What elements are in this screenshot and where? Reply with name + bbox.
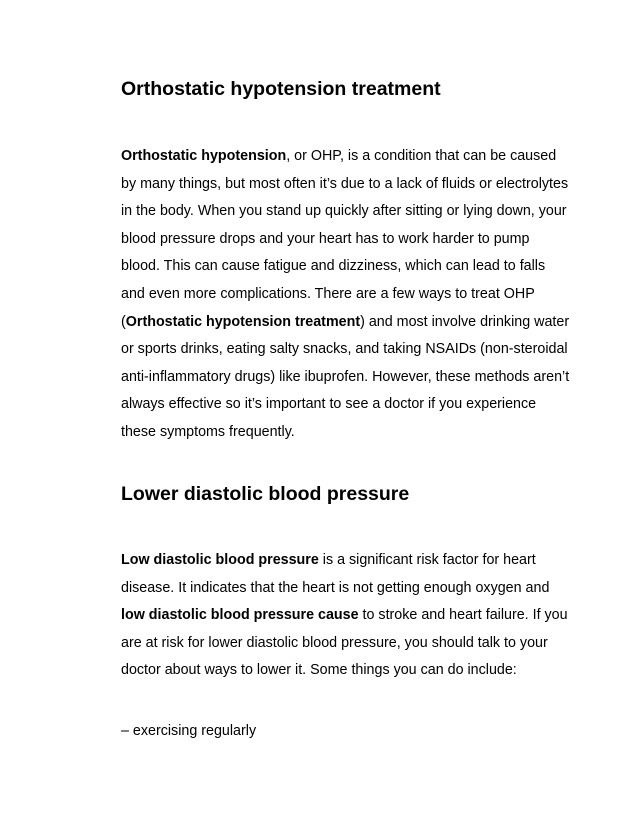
paragraph-text: , or OHP, is a condition that can be caused by many things, but most often it’s due to a lack of fluids or electrolytes in the body. When you stand up quickly after sitting or lying down, your blood pressure drops and your heart has to work harder to pump blood. This can cause fatigue and dizziness, which can lead to falls and even more complications. There are a few ways to treat OHP ( (121, 148, 569, 330)
section-heading-lower-diastolic: Lower diastolic blood pressure (121, 483, 410, 505)
paragraph-text: ) and most involve drinking water or sports drinks, eating salty snacks, and taking NSAIDs (non-steroidal anti-inflammatory drugs) like ibuprofen. However, these methods aren’t always effective so it’s important to see a doctor if you experience these symptoms frequently. (121, 313, 570, 440)
bold-term-low-diastolic: Low diastolic blood pressure (121, 552, 319, 568)
paragraph-diastolic (121, 547, 571, 685)
paragraph-text: to stroke and heart failure. If you are at risk for lower diastolic blood pressure, you should talk to your doctor about ways to lower it. Some things you can do include: (121, 607, 568, 679)
bold-term-orthostatic-hypotension: Orthostatic hypotension (121, 148, 287, 164)
paragraph-ohp (121, 143, 571, 447)
bold-term-low-diastolic-cause: low diastolic blood pressure cause (121, 607, 359, 624)
bold-term-ohp-treatment: Orthostatic hypotension treatment (125, 313, 361, 330)
list-item-exercising: – exercising regularly (121, 723, 257, 739)
paragraph-text: is a significant risk factor for heart disease. It indicates that the heart is not getting enough oxygen and (121, 552, 550, 596)
section-heading-ohp-treatment: Orthostatic hypotension treatment (121, 78, 441, 100)
